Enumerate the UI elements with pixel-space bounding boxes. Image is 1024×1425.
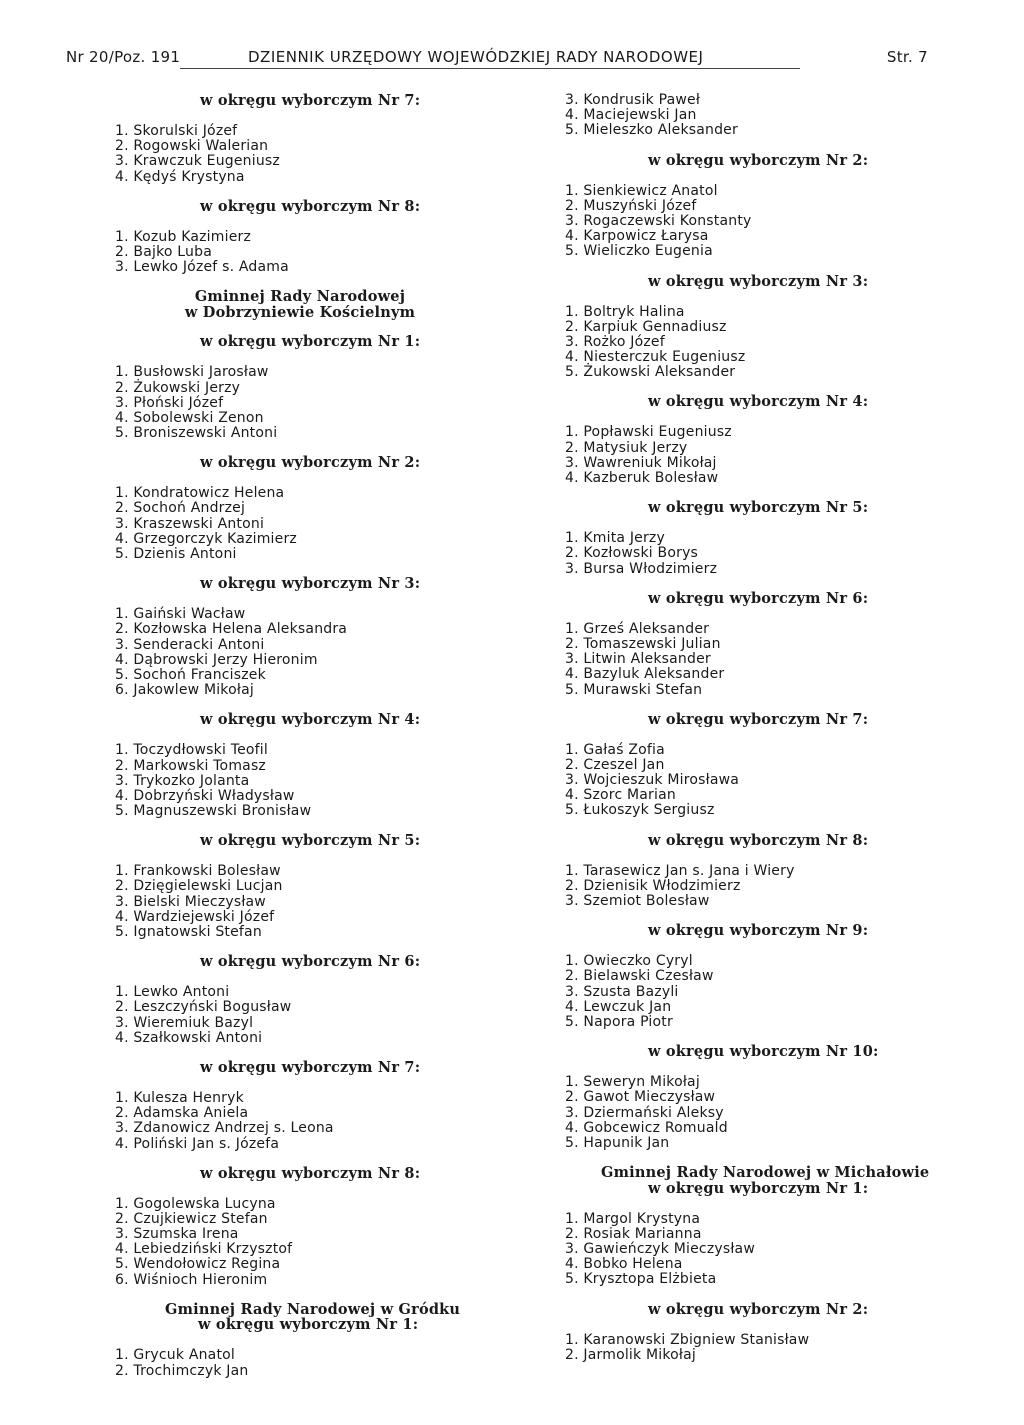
section-heading: w okręgu wyborczym Nr 3: <box>648 272 869 290</box>
candidate-entry: 1. Kondratowicz Helena <box>115 485 285 502</box>
candidate-entry: 6. Jakowlew Mikołaj <box>115 682 254 699</box>
candidate-entry: 3. Kondrusik Paweł <box>565 92 701 108</box>
candidate-entry: 1. Gaiński Wacław <box>115 606 246 623</box>
candidate-entry: 3. Wawreniuk Mikołaj <box>565 454 717 471</box>
candidate-entry: 3. Kraszewski Antoni <box>115 515 265 532</box>
candidate-entry: 2. Leszczyński Bogusław <box>115 999 292 1016</box>
candidate-entry: 5. Łukoszyk Sergiusz <box>565 802 715 819</box>
candidate-entry: 2. Markowski Tomasz <box>115 757 266 774</box>
candidate-entry: 1. Margol Krystyna <box>565 1210 701 1227</box>
candidate-entry: 1. Busłowski Jarosław <box>115 364 269 381</box>
candidate-entry: 1. Kmita Jerzy <box>565 530 665 547</box>
section-heading: w okręgu wyborczym Nr 4: <box>648 393 869 411</box>
candidate-entry: 5. Krysztopa Elżbieta <box>565 1271 717 1288</box>
section-heading: w okręgu wyborczym Nr 6: <box>200 953 421 971</box>
candidate-entry: 2. Trochimczyk Jan <box>115 1362 249 1379</box>
candidate-entry: 1. Seweryn Mikołaj <box>565 1074 700 1091</box>
candidate-entry: 1. Toczydłowski Teofil <box>115 742 268 759</box>
candidate-entry: 4. Niesterczuk Eugeniusz <box>565 349 746 366</box>
council-heading: Gminnej Rady Narodowej <box>194 288 406 306</box>
candidate-entry: 2. Adamska Aniela <box>115 1105 249 1122</box>
page-number: Str. 7 <box>886 48 928 66</box>
candidate-entry: 2. Rogowski Walerian <box>115 138 269 155</box>
section-heading: w okręgu wyborczym Nr 4: <box>200 711 421 729</box>
candidate-entry: 2. Jarmolik Mikołaj <box>565 1346 696 1363</box>
section-heading: w okręgu wyborczym Nr 2: <box>648 151 869 169</box>
candidate-entry: 5. Napora Piotr <box>565 1013 673 1030</box>
candidate-entry: 1. Gałaś Zofia <box>565 741 665 758</box>
candidate-entry: 3. Bielski Mieczysław <box>115 893 266 910</box>
candidate-entry: 4. Wardziejewski Józef <box>115 908 275 925</box>
candidate-entry: 4. Dobrzyński Władysław <box>115 787 295 804</box>
section-heading: w okręgu wyborczym Nr 6: <box>648 589 869 607</box>
candidate-entry: 1. Popławski Eugeniusz <box>565 424 732 441</box>
candidate-list <box>565 425 915 486</box>
candidate-entry: 3. Zdanowicz Andrzej s. Leona <box>115 1120 334 1137</box>
candidate-entry: 2. Sochoń Andrzej <box>115 500 246 517</box>
section-heading: w okręgu wyborczym Nr 1: <box>200 333 421 351</box>
candidate-entry: 4. Poliński Jan s. Józefa <box>115 1135 280 1152</box>
candidate-entry: 3. Wojcieszuk Mirosława <box>565 772 740 789</box>
candidate-list <box>115 985 455 1046</box>
candidate-list <box>565 622 915 698</box>
candidate-entry: 3. Dziermański Aleksy <box>565 1104 724 1121</box>
candidate-list <box>115 1348 455 1378</box>
candidate-list <box>115 1197 455 1288</box>
candidate-entry: 3. Senderacki Antoni <box>115 636 265 653</box>
candidate-entry: 4. Szorc Marian <box>565 787 676 804</box>
council-heading: Gminnej Rady Narodowej w Gródku <box>165 1300 461 1318</box>
section-heading: w okręgu wyborczym Nr 3: <box>200 575 421 593</box>
section-heading: w okręgu wyborczym Nr 7: <box>200 1058 421 1076</box>
candidate-list <box>565 954 915 1030</box>
candidate-entry: 4. Bobko Helena <box>565 1256 683 1273</box>
candidate-entry: 1. Lewko Antoni <box>115 984 230 1001</box>
candidate-entry: 3. Szumska Irena <box>115 1226 239 1243</box>
candidate-entry: 2. Dzięgielewski Lucjan <box>115 878 283 895</box>
candidate-entry: 3. Szemiot Bolesław <box>565 893 710 909</box>
candidate-entry: 3. Rożko Józef <box>565 333 665 350</box>
section-heading: w okręgu wyborczym Nr 1: <box>198 1316 419 1334</box>
candidate-entry: 4. Kędyś Krystyna <box>115 168 245 185</box>
candidate-entry: 4. Lebiedziński Krzysztof <box>115 1241 293 1258</box>
council-heading: Gminnej Rady Narodowej w Michałowie <box>601 1164 930 1182</box>
candidate-entry: 2. Bajko Luba <box>115 243 212 260</box>
candidate-list <box>565 1212 915 1288</box>
section-heading: w okręgu wyborczym Nr 8: <box>200 1164 421 1182</box>
candidate-entry: 4. Dąbrowski Jerzy Hieronim <box>115 651 318 668</box>
candidate-entry: 3. Litwin Aleksander <box>565 651 711 668</box>
candidate-list <box>565 184 915 260</box>
candidate-entry: 4. Karpowicz Łarysa <box>565 228 709 245</box>
section-heading: w okręgu wyborczym Nr 10: <box>648 1043 879 1061</box>
candidate-entry: 3. Gawieńczyk Mieczysław <box>565 1240 755 1257</box>
candidate-entry: 5. Dzienis Antoni <box>115 546 237 562</box>
candidate-entry: 2. Żukowski Jerzy <box>115 379 241 396</box>
candidate-entry: 1. Frankowski Bolesław <box>115 863 281 880</box>
right-column <box>565 92 930 1363</box>
candidate-entry: 4. Sobolewski Zenon <box>115 409 264 426</box>
journal-title: DZIENNIK URZĘDOWY WOJEWÓDZKIEJ RADY NARODOWEJ <box>248 48 704 66</box>
candidate-entry: 2. Karpiuk Gennadiusz <box>565 318 727 335</box>
candidate-entry: 1. Tarasewicz Jan s. Jana i Wiery <box>565 862 795 879</box>
candidate-list <box>115 1091 455 1152</box>
candidate-entry: 1. Karanowski Zbigniew Stanisław <box>565 1331 810 1348</box>
candidate-list <box>565 1075 915 1151</box>
candidate-entry: 5. Broniszewski Antoni <box>115 425 278 442</box>
candidate-entry: 5. Wendołowicz Regina <box>115 1256 281 1273</box>
candidate-list <box>115 365 455 441</box>
candidate-entry: 2. Czujkiewicz Stefan <box>115 1210 268 1227</box>
section-heading: w okręgu wyborczym Nr 5: <box>200 832 421 850</box>
candidate-list <box>115 124 455 185</box>
candidate-list <box>565 864 915 910</box>
candidate-list <box>115 607 455 698</box>
section-heading: w okręgu wyborczym Nr 9: <box>648 922 869 940</box>
candidate-entry: 2. Bielawski Czesław <box>565 968 714 985</box>
candidate-list <box>565 305 915 381</box>
candidate-entry: 4. Lewczuk Jan <box>565 998 672 1015</box>
candidate-entry: 1. Kulesza Henryk <box>115 1089 244 1106</box>
candidate-entry: 5. Mieleszko Aleksander <box>565 122 738 139</box>
candidate-entry: 3. Bursa Włodzimierz <box>565 560 718 577</box>
candidate-list <box>115 230 455 276</box>
candidate-entry: 1. Grześ Aleksander <box>565 620 710 637</box>
candidate-entry: 1. Grycuk Anatol <box>115 1347 235 1364</box>
candidate-list <box>115 864 455 940</box>
candidate-entry: 1. Kozub Kazimierz <box>115 228 252 245</box>
candidate-entry: 6. Wiśnioch Hieronim <box>115 1271 268 1288</box>
section-heading: w okręgu wyborczym Nr 1: <box>648 1179 869 1197</box>
candidate-entry: 5. Ignatowski Stefan <box>115 924 262 940</box>
candidate-list <box>565 1333 915 1363</box>
candidate-list <box>565 531 915 577</box>
candidate-entry: 5. Magnuszewski Bronisław <box>115 803 312 820</box>
candidate-entry: 1. Gogolewska Lucyna <box>115 1195 276 1212</box>
candidate-entry: 1. Sienkiewicz Anatol <box>565 182 718 199</box>
header-rule <box>180 68 800 69</box>
candidate-entry: 2. Tomaszewski Julian <box>565 635 721 652</box>
candidate-entry: 1. Boltryk Halina <box>565 303 685 320</box>
candidate-entry: 5. Sochoń Franciszek <box>115 666 266 683</box>
section-heading: w okręgu wyborczym Nr 5: <box>648 499 869 517</box>
candidate-entry: 3. Lewko Józef s. Adama <box>115 259 289 276</box>
candidate-entry: 4. Kazberuk Bolesław <box>565 470 719 486</box>
candidate-entry: 3. Płoński Józef <box>115 394 224 411</box>
candidate-entry: 5. Hapunik Jan <box>565 1134 670 1151</box>
left-column <box>115 92 461 1379</box>
candidate-list <box>565 93 915 139</box>
section-heading: w okręgu wyborczym Nr 8: <box>648 831 869 849</box>
candidate-entry: 5. Wieliczko Eugenia <box>565 243 713 260</box>
candidate-entry: 2. Matysiuk Jerzy <box>565 439 688 456</box>
candidate-entry: 5. Murawski Stefan <box>565 681 703 698</box>
candidate-entry: 3. Wieremiuk Bazyl <box>115 1014 254 1031</box>
section-heading: w okręgu wyborczym Nr 2: <box>648 1300 869 1318</box>
candidate-entry: 3. Krawczuk Eugeniusz <box>115 153 280 170</box>
section-heading: w okręgu wyborczym Nr 2: <box>200 454 421 472</box>
candidate-entry: 4. Szałkowski Antoni <box>115 1029 263 1046</box>
candidate-entry: 2. Rosiak Marianna <box>565 1225 702 1242</box>
candidate-entry: 3. Szusta Bazyli <box>565 983 679 1000</box>
candidate-entry: 5. Żukowski Aleksander <box>565 364 736 381</box>
issue-number: Nr 20/Poz. 191 <box>66 48 181 66</box>
candidate-entry: 4. Bazyluk Aleksander <box>565 666 725 683</box>
section-heading: w okręgu wyborczym Nr 8: <box>200 197 421 215</box>
candidate-entry: 4. Maciejewski Jan <box>565 107 697 124</box>
candidate-entry: 2. Gawot Mieczysław <box>565 1089 716 1106</box>
candidate-entry: 3. Rogaczewski Konstanty <box>565 212 752 229</box>
candidate-list <box>115 486 455 562</box>
candidate-list <box>565 743 915 819</box>
candidate-entry: 2. Czeszel Jan <box>565 756 665 773</box>
candidate-entry: 1. Owieczko Cyryl <box>565 953 693 970</box>
candidate-entry: 3. Trykozko Jolanta <box>115 772 250 789</box>
council-heading: w Dobrzyniewie Kościelnym <box>184 303 416 321</box>
candidate-entry: 4. Gobcewicz Romuald <box>565 1119 728 1136</box>
candidate-entry: 1. Skorulski Józef <box>115 123 238 139</box>
candidate-entry: 2. Kozłowska Helena Aleksandra <box>115 621 348 638</box>
section-heading: w okręgu wyborczym Nr 7: <box>200 92 421 109</box>
candidate-entry: 2. Dzienisik Włodzimierz <box>565 877 741 894</box>
section-heading: w okręgu wyborczym Nr 7: <box>648 710 869 728</box>
candidate-entry: 4. Grzegorczyk Kazimierz <box>115 530 297 547</box>
candidate-entry: 2. Kozłowski Borys <box>565 545 699 562</box>
candidate-entry: 2. Muszyński Józef <box>565 197 697 214</box>
candidate-list <box>115 743 455 819</box>
